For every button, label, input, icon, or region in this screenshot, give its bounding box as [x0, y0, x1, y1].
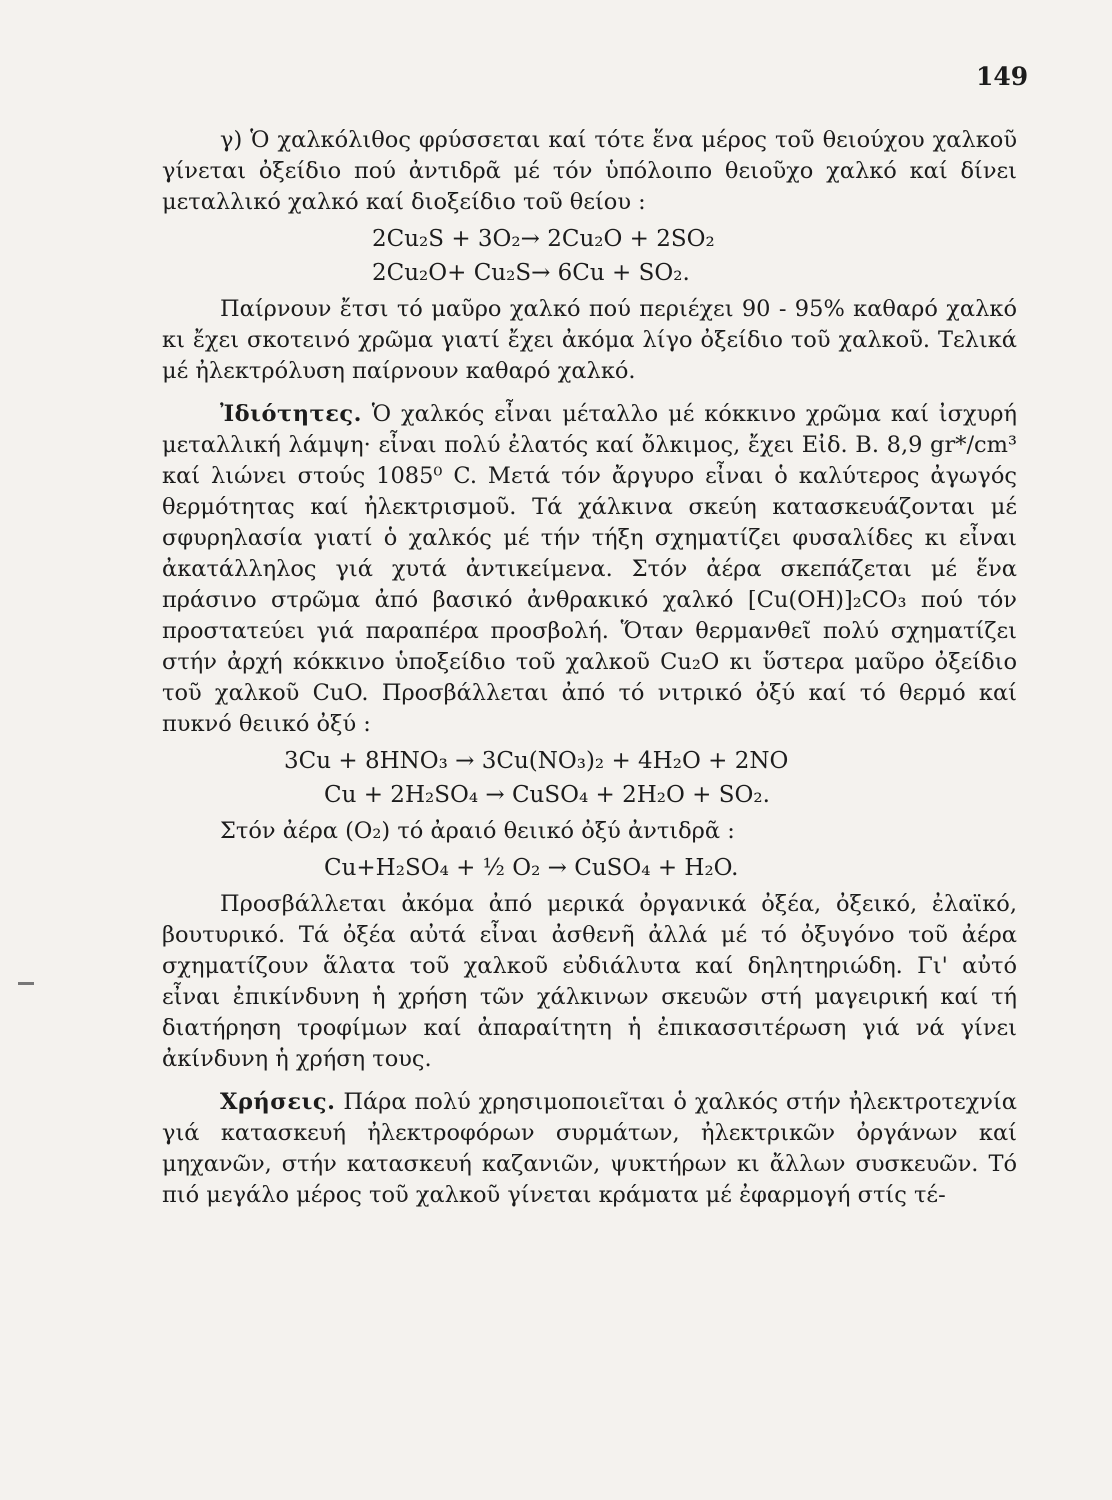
body-text	[162, 125, 1017, 1211]
paragraph-air-reaction: Στόν ἀέρα (O₂) τό ἀραιό θειικό ὀξύ ἀντιδρᾶ :	[220, 818, 735, 844]
section-heading-properties: Ἰδιότητες.	[220, 401, 362, 427]
paragraph-properties	[162, 399, 1017, 740]
equation-line: 2Cu₂O+ Cu₂S→ 6Cu + SO₂.	[372, 260, 690, 286]
paragraph-organic-acids: Προσβάλλεται ἀκόμα ἀπό μερικά ὀργανικά ὀξέα, ὀξεικό, ἐλαϊκό, βουτυρικό. Τά ὀξέα αὐτά εἶναι ἀσθενῆ ἀλλά μέ τό ὀξυγόνο τοῦ ἀέρα σχηματίζουν ἅλατα τοῦ χαλκοῦ εὐδιάλυτα καί δηλητηριώδη. Γι' αὐτό εἶναι ἐπικίνδυνη ἡ χρήση τῶν χάλκινων σκευῶν στή μαγειρική καί τή διατήρηση τροφίμων καί ἀπαραίτητη ἡ ἐπικασσιτέρωση γιά νά γίνει ἀκίνδυνη ἡ χρήση τους.	[162, 891, 1017, 1072]
page-number: 149	[976, 62, 1029, 91]
paragraph-black-copper: Παίρνουν ἔτσι τό μαῦρο χαλκό πού περιέχει 90 - 95% καθαρό χαλκό κι ἔχει σκοτεινό χρῶμα γιατί ἔχει ἀκόμα λίγο ὀξείδιο τοῦ χαλκοῦ. Τελικά μέ ἠλεκτρόλυση παίρνουν καθαρό χαλκό.	[162, 296, 1017, 384]
equation-block-acids	[162, 744, 1017, 812]
equation-line: 2Cu₂S + 3O₂→ 2Cu₂O + 2SO₂	[372, 226, 715, 252]
equation-line: Cu+H₂SO₄ + ½ O₂ → CuSO₄ + H₂O.	[324, 855, 739, 881]
equation-line: 3Cu + 8HNO₃ → 3Cu(NO₃)₂ + 4H₂O + 2NO	[284, 748, 789, 774]
paragraph-text: Ὁ χαλκός εἶναι μέταλλο μέ κόκκινο χρῶμα καί ἰσχυρή μεταλλική λάμψη· εἶναι πολύ ἐλατός καί ὄλκιμος, ἔχει Εἰδ. Β. 8,9 gr*/cm³ καί λιώνει στούς 1085⁰ C. Μετά τόν ἄργυρο εἶναι ὁ καλύτερος ἀγωγός θερμότητας καί ἠλεκτρισμοῦ. Τά χάλκινα σκεύη κατασκευάζονται μέ σφυρηλασία γιατί ὁ χαλκός μέ τήν τήξη σχηματίζει φυσαλίδες κι εἶναι ἀκατάλληλος γιά χυτά ἀντικείμενα. Στόν ἀέρα σκεπάζεται μέ ἕνα πράσινο στρῶμα ἀπό βασικό ἀνθρακικό χαλκό [Cu(OH)]₂CO₃ πού τόν προστατεύει γιά παραπέρα προσβολή. Ὅταν θερμανθεῖ πολύ σχηματίζει στήν ἀρχή κόκκινο ὑποξείδιο τοῦ χαλκοῦ Cu₂O κι ὕστερα μαῦρο ὀξείδιο τοῦ χαλκοῦ CuO. Προσβάλλεται ἀπό τό νιτρικό ὀξύ καί τό θερμό καί πυκνό θειικό ὀξύ :	[162, 401, 1017, 737]
paragraph-uses	[162, 1087, 1017, 1211]
margin-mark	[18, 982, 34, 985]
paragraph-text: Πάρα πολύ χρησιμοποιεῖται ὁ χαλκός στήν ἠλεκτροτεχνία γιά κατασκευή ἠλεκτροφόρων συρμάτων, ἠλεκτρικῶν ὀργάνων καί μηχανῶν, στήν κατασκευή καζανιῶν, ψυκτήρων κι ἄλλων συσκευῶν. Τό πιό μεγάλο μέρος τοῦ χαλκοῦ γίνεται κράματα μέ ἐφαρμογή στίς τέ-	[162, 1089, 1017, 1208]
equation-block-air	[162, 851, 1017, 885]
equation-block-roasting	[162, 222, 1017, 290]
equation-line: Cu + 2H₂SO₄ → CuSO₄ + 2H₂O + SO₂.	[324, 782, 770, 808]
paragraph-roasting: γ) Ὁ χαλκόλιθος φρύσσεται καί τότε ἕνα μέρος τοῦ θειούχου χαλκοῦ γίνεται ὀξείδιο πού ἀντιδρᾶ μέ τόν ὑπόλοιπο θειοῦχο χαλκό καί δίνει μεταλλικό χαλκό καί διοξείδιο τοῦ θείου :	[162, 127, 1017, 215]
section-heading-uses: Χρήσεις.	[220, 1089, 336, 1115]
